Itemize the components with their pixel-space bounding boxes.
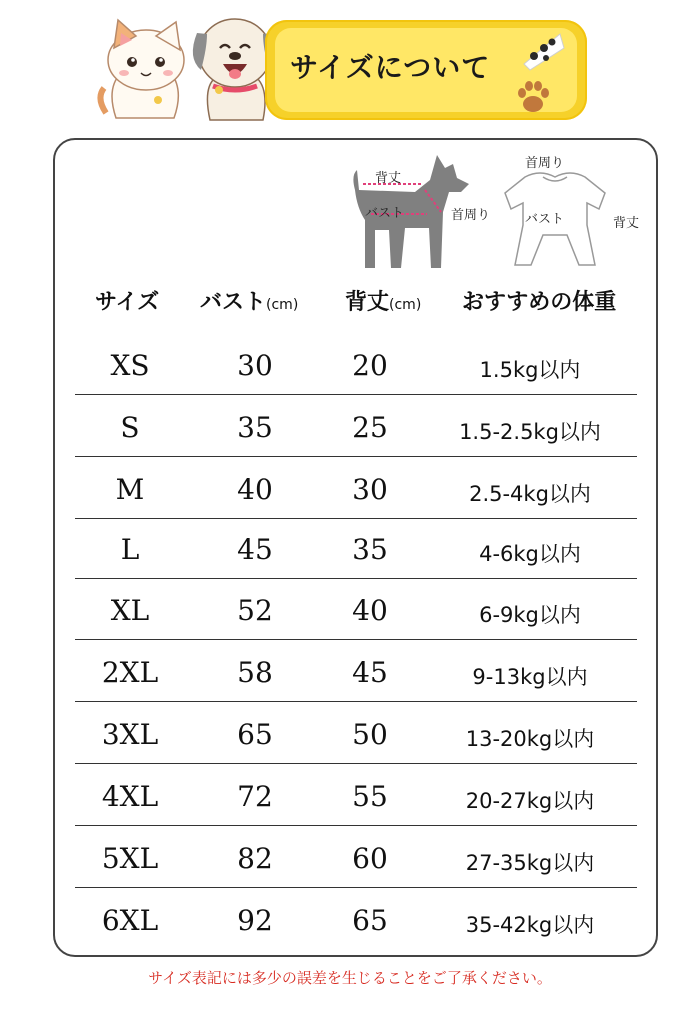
header-length-text: 背丈 [345,290,390,315]
header-size: サイズ [95,290,160,315]
cell-length: 45 [352,656,388,689]
table-row [75,826,637,888]
cell-weight: 9-13kg以内 [472,665,588,689]
cell-weight: 35-42kg以内 [465,913,595,937]
header-bust-text: バスト [200,290,267,315]
cell-length: 30 [352,473,388,506]
cell-weight: 1.5-2.5kg以内 [459,420,601,444]
banner-title: サイズについて [290,51,491,84]
header-bust-unit: (cm) [266,297,299,313]
cell-bust: 40 [237,473,273,506]
cell-length: 60 [352,842,388,875]
table-row [75,333,637,395]
cell-length: 20 [352,349,388,382]
cell-size: XS [110,349,150,382]
cell-length: 40 [352,594,388,627]
header-bust [200,285,298,316]
cell-length: 35 [352,533,388,566]
cell-weight: 6-9kg以内 [479,603,581,627]
cell-bust: 35 [237,411,273,444]
paw-icon [515,80,551,116]
cell-weight: 1.5kg以内 [479,358,581,382]
dog-back-length-label: 背丈 [375,171,402,186]
cell-size: 6XL [101,904,159,937]
cell-bust: 65 [237,718,273,751]
table-row [75,640,637,702]
table-row [75,764,637,826]
disclaimer-note: サイズ表記には多少の誤差を生じることをご了承ください。 [148,969,552,987]
cell-bust: 72 [237,780,273,813]
cell-length: 55 [352,780,388,813]
table-row [75,578,637,640]
cell-size: XL [110,594,150,627]
cell-size: 4XL [101,780,159,813]
cell-size: L [120,533,140,566]
shirt-back-length-label: 背丈 [613,216,640,231]
table-row [75,457,637,519]
cell-bust: 92 [237,904,273,937]
paw-print-icon [520,30,568,72]
table-row [75,395,637,457]
dog-bust-label: バスト [365,206,405,221]
cell-bust: 30 [237,349,273,382]
table-row [75,888,637,950]
cell-size: 3XL [101,718,159,751]
shirt-neck-label: 首周り [525,156,565,171]
cell-length: 25 [352,411,388,444]
table-row [75,517,637,579]
cell-weight: 27-35kg以内 [465,851,595,875]
cell-weight: 13-20kg以内 [465,727,595,751]
shirt-bust-label: バスト [525,212,565,227]
cell-weight: 2.5-4kg以内 [469,482,591,506]
cell-weight: 20-27kg以内 [465,789,595,813]
cell-size: S [120,411,140,444]
cell-bust: 45 [237,533,273,566]
cell-bust: 52 [237,594,273,627]
cell-bust: 58 [237,656,273,689]
cell-length: 65 [352,904,388,937]
cell-size: M [115,473,145,506]
dog-neck-label: 首周り [451,208,491,223]
header-length [345,285,421,316]
cell-weight: 4-6kg以内 [479,542,581,566]
header-weight: おすすめの体重 [462,290,617,315]
cat-illustration [96,18,196,123]
cell-size: 5XL [101,842,159,875]
cell-bust: 82 [237,842,273,875]
cell-length: 50 [352,718,388,751]
table-row [75,702,637,764]
cell-size: 2XL [101,656,159,689]
header-length-unit: (cm) [389,297,422,313]
